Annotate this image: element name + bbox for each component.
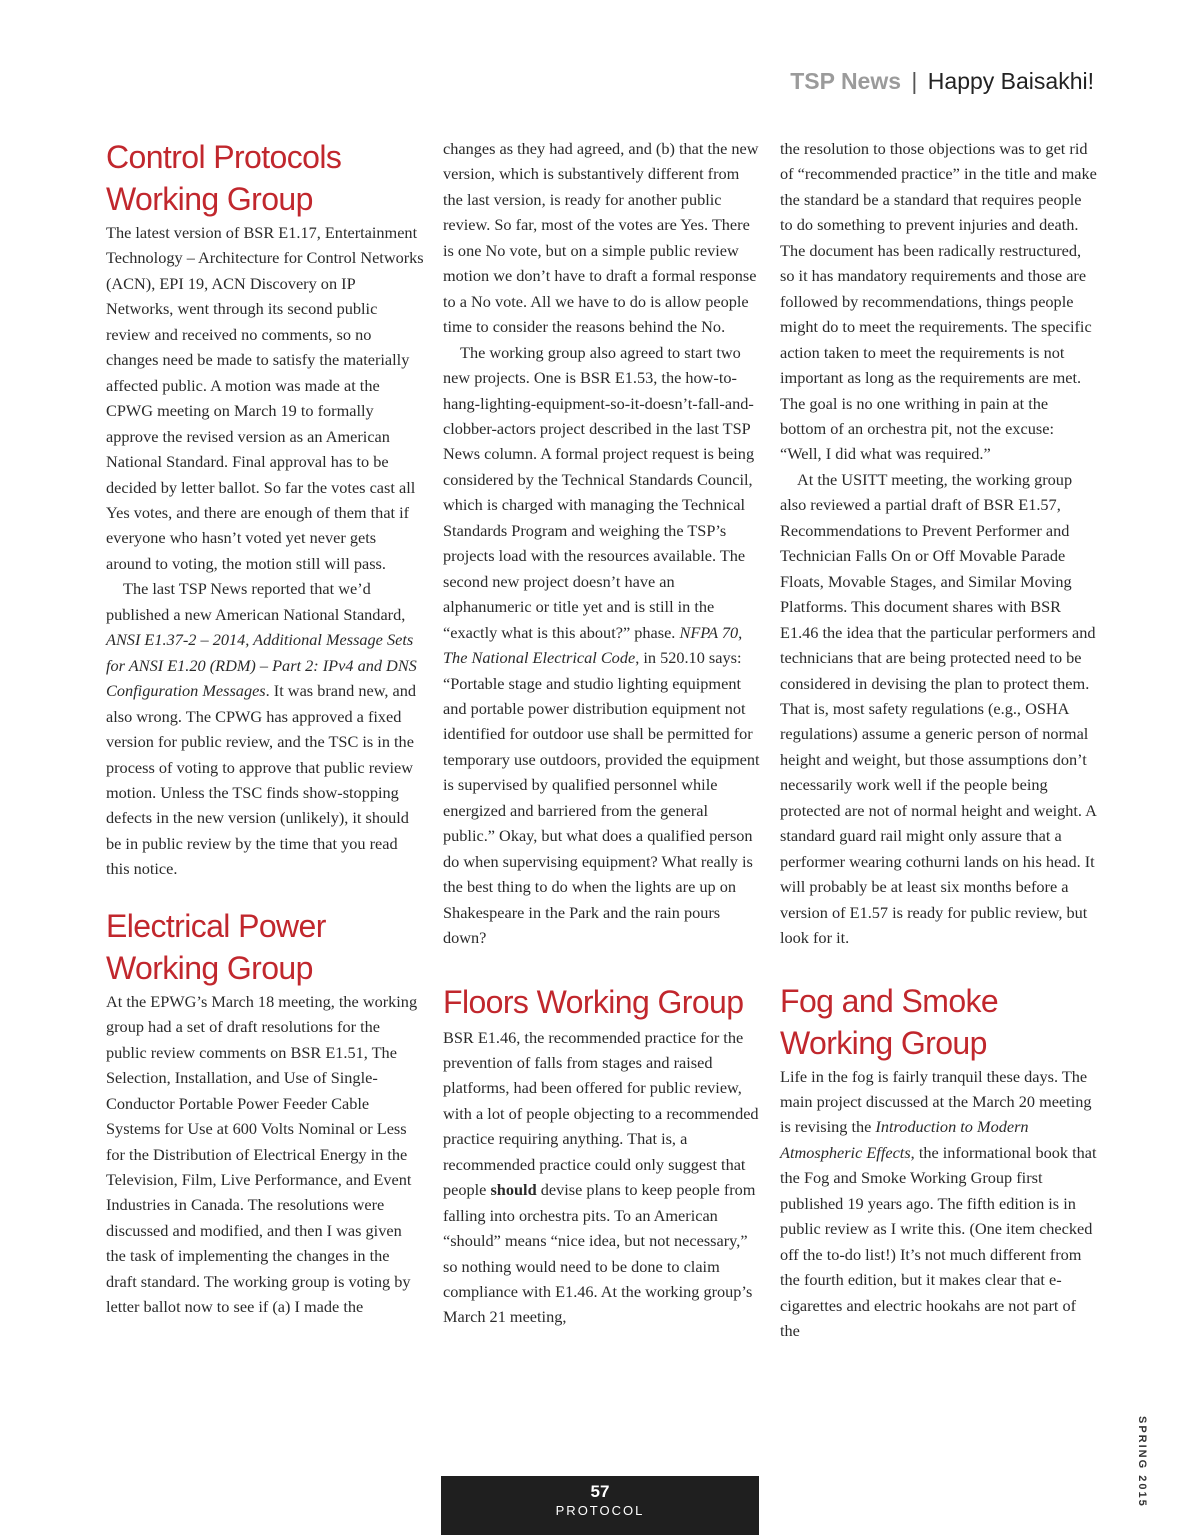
emphasis-should: should [490,1180,537,1200]
paragraph: The latest version of BSR E1.17, Entertainment Technology – Architecture for Control Networks (ACN), EPI 19, ACN Discovery on IP Networks, went through its second public review and received no comments, so no changes need be made to satisfy the materially affected public. A motion was made at the CPWG meeting on March 19 to formally approve the revised version as an American National Standard. Final approval has to be decided by letter ballot. So far the votes cast all Yes votes, and there are enough of them that if everyone who hasn’t voted yet never gets around to voting, the motion still will pass. [106,223,424,573]
paragraph: The working group also agreed to start two new projects. One is BSR E1.53, the how-to-hang-lighting-equipment-so-it-doesn’t-fall-and-clobber-actors project described in the last TSP News column. A formal project request is being considered by the Technical Standards Council, which is charged with managing the Technical Standards Program and weighing the TSP’s projects load with the resources available. The second new project doesn’t have an alphanumeric or title yet and is still in the “exactly what is this about?” phase. NFPA 70, The National Electrical Code, in 520.10 says: “Portable stage and studio lighting equipment and portable power distribution equipment not identified for outdoor use shall be permitted for temporary use outdoors, provided the equipment is supervised by qualified personnel while energized and barriered from the general public.” Okay, but what does a qualified person do when supervising equipment? What really is the best thing to do when the lights are up on Shakespeare in the Park and the rain pours down? [443,342,760,948]
issue-label: SPRING 2015 [1136,1416,1148,1508]
publication-name: PROTOCOL [555,1503,645,1518]
paragraph: the resolution to those objections was to get rid of “recommended practice” in the title and make the standard be a standard that requires people to do something to prevent injuries and death. The document has been radically restructured, so it has mandatory requirements and those are followed by recommendations, things people might do to meet the requirements. The specific action taken to meet the requirements is not important as long as the requirements are met. The goal is no one writhing in pain at the bottom of an orchestra pit, not the excuse: “Well, I did what was required.” [780,139,1097,464]
page-number: 57 [590,1482,610,1501]
column-2 [443,136,761,1330]
paragraph: At the EPWG’s March 18 meeting, the working group had a set of draft resolutions for the public review comments on BSR E1.51, The Selection, Installation, and Use of Single-Conductor Portable Power Feeder Cable Systems for Use at 600 Volts Nominal or Less for the Distribution of Electrical Energy in the Television, Film, Live Performance, and Event Industries in Canada. The resolutions were discussed and modified, and then I was given the task of implementing the changes in the draft standard. The working group is voting by letter ballot now to see if (a) I made the [106,991,418,1317]
paragraph: Life in the fog is fairly tranquil these days. The main project discussed at the March 20 meeting is revising the Introduction to Modern Atmospheric Effects, the informational book that the Fog and Smoke Working Group first published 19 years ago. The fifth edition is in public review as I write this. (One item checked off the to-do list!) It’s not much different from the fourth edition, but it makes clear that e-cigarettes and electric hookahs are not part of the [780,1066,1097,1341]
column-3 [780,136,1098,1343]
paragraph: At the USITT meeting, the working group also reviewed a partial draft of BSR E1.57, Recommendations to Prevent Performer and Technician Falls On or Off Movable Parade Floats, Movable Stages, and Similar Moving Platforms. This document shares with BSR E1.46 the idea that the particular performers and technicians that are being protected need to be considered in devising the plan to protect them. That is, most safety regulations (e.g., OSHA regulations) assume a generic person of normal height and weight, but those assumptions don’t necessarily work well if the people being protected are not of normal height and weight. A standard guard rail might only assure that a performer wearing cothurni lands on his head. It will probably be at least six months before a version of E1.57 is ready for public review, but look for it. [780,469,1097,948]
header-title: Happy Baisakhi! [927,68,1094,94]
page-footer [441,1476,759,1535]
code-title: NFPA 70, The National Electrical Code [443,622,743,668]
running-header [790,68,1094,95]
book-title: Introduction to Modern Atmospheric Effects [780,1117,1029,1162]
heading-control-protocols: Control Protocols Working Group [106,139,342,217]
heading-floors: Floors Working Group [443,983,744,1020]
standard-title: ANSI E1.37-2 – 2014, Additional Message Sets for ANSI E1.20 (RDM) – Part 2: IPv4 and DNS Configuration Messages [106,630,417,701]
column-1 [106,136,424,1320]
paragraph: BSR E1.46, the recommended practice for the prevention of falls from stages and raised platforms, had been offered for public review, with a lot of people objecting to a recommended practice requiring anything. That is, a recommended practice could only suggest that people should devise plans to keep people from falling into orchestra pits. To an American “should” means “nice idea, but not necessary,” so nothing would need to be done to claim compliance with E1.46. At the working group’s March 21 meeting, [443,1027,759,1327]
header-brand: TSP News [790,68,902,94]
heading-electrical-power: Electrical Power Working Group [106,907,326,986]
header-separator: | [911,68,918,94]
paragraph: The last TSP News reported that we’d published a new American National Standard, ANSI E1.37-2 – 2014, Additional Message Sets for ANSI E1.20 (RDM) – Part 2: IPv4 and DNS Configuration Messages. It was brand new, and also wrong. The CPWG has approved a fixed version for public review, and the TSC is in the process of voting to approve that public review motion. Unless the TSC finds show-stopping defects in the new version (unlikely), it should be in public review by the time that you read this notice. [106,579,417,879]
paragraph: changes as they had agreed, and (b) that the new version, which is substantively different from the last version, is ready for another public review. So far, most of the votes are Yes. There is one No vote, but on a simple public review motion we don’t have to draft a formal response to a No vote. All we have to do is allow people time to consider the reasons behind the No. [443,139,759,337]
heading-fog-and-smoke: Fog and Smoke Working Group [780,982,999,1061]
